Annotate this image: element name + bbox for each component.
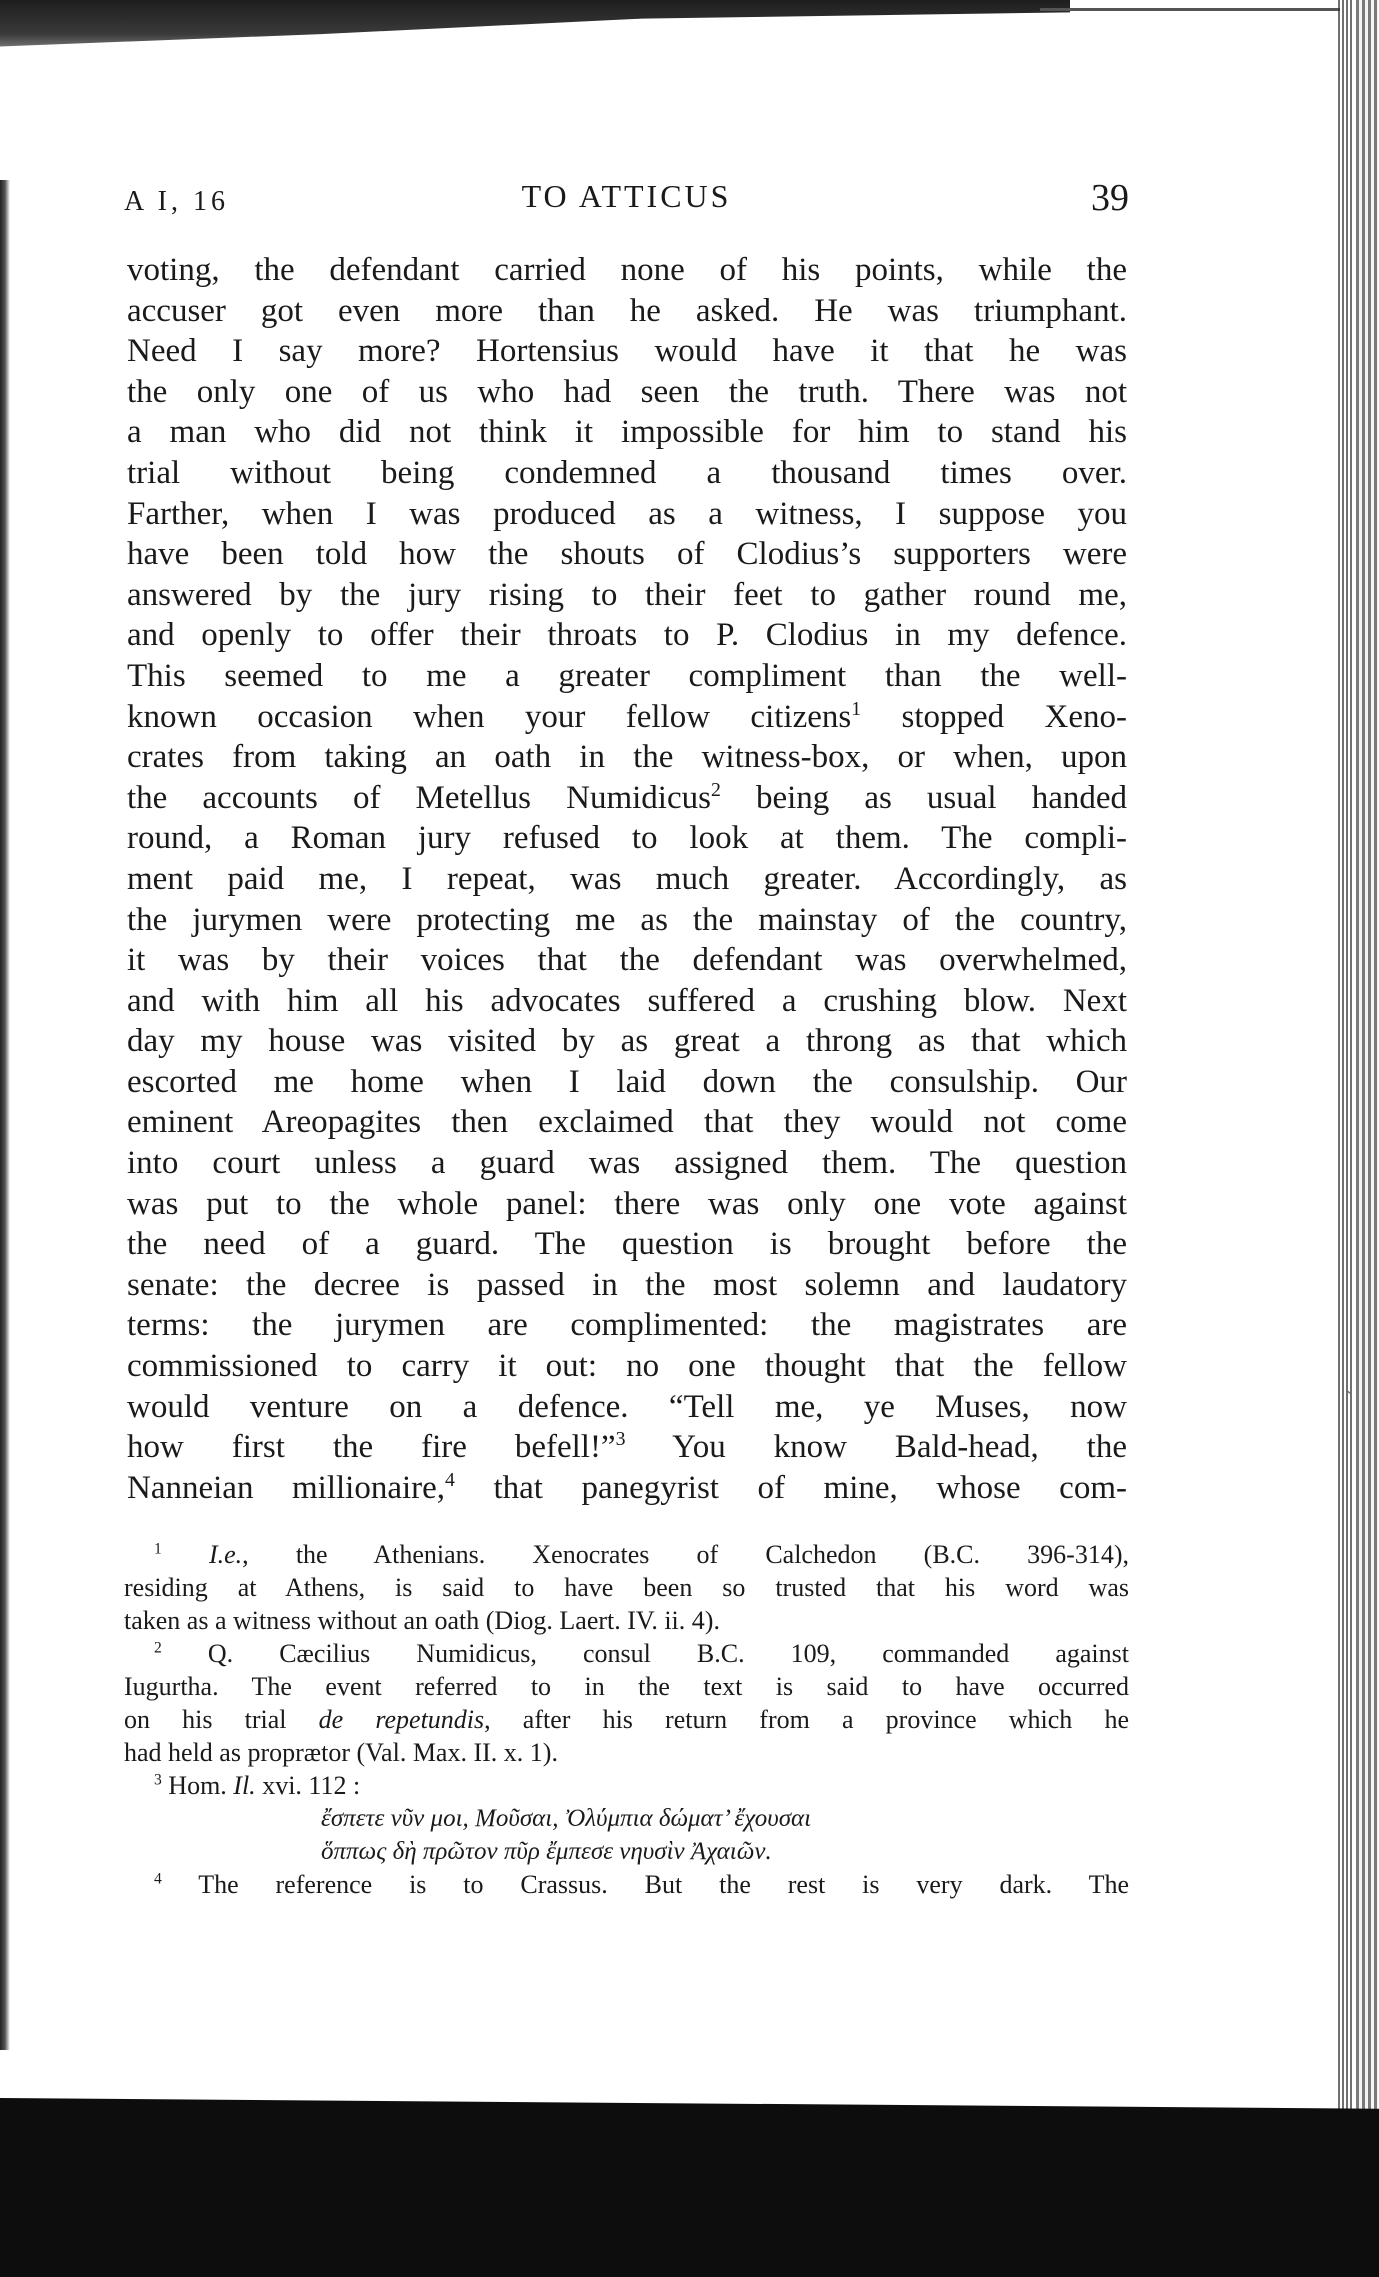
footnote-text: Q. Cæcilius Numidicus, consul B.C. 109, commanded against xyxy=(207,1639,1129,1668)
margin-mark: ˏ xyxy=(1346,1374,1352,1394)
text-line: accuser got even more than he asked. He was triumphant. xyxy=(127,292,1127,329)
footnote-text: , the Athenians. Xenocrates of Calchedon (B.C. 396-314), xyxy=(242,1540,1129,1569)
footnote-text: on his trial xyxy=(124,1705,319,1734)
footnote-text: The reference is to Crassus. But the rest is very dark. The xyxy=(198,1870,1130,1899)
page-title: TO ATTICUS xyxy=(521,178,732,214)
text-segment: known occasion when your fellow citizens xyxy=(127,698,852,735)
footnote-line: Iugurtha. The event referred to in the text is said to have occurred xyxy=(124,1672,1129,1701)
text-line: senate: the decree is passed in the most solemn and laudatory xyxy=(127,1266,1127,1303)
footnote-line: had held as proprætor (Val. Max. II. x. 1). xyxy=(124,1738,558,1767)
text-line: the need of a guard. The question is brought before the xyxy=(127,1226,1127,1263)
text-line: terms: the jurymen are complimented: the magistrates are xyxy=(127,1307,1127,1344)
footnote-2 xyxy=(124,1637,1129,1670)
greek-verse-line: ἔσπετε νῦν μοι, Μοῦσαι, Ὀλύμπια δώματ’ ἔχουσαι xyxy=(321,1805,812,1832)
footnote-text: xvi. 112 : xyxy=(255,1771,361,1800)
text-line: ment paid me, I repeat, was much greater. Accordingly, as xyxy=(127,860,1127,897)
section-reference: A I, 16 xyxy=(124,186,229,217)
scan-rule-top xyxy=(1040,8,1340,11)
text-line: would venture on a defence. “Tell me, ye Muses, now xyxy=(127,1388,1127,1425)
text-segment: that panegyrist of mine, whose com- xyxy=(454,1469,1127,1506)
scan-page-edges-outer xyxy=(1356,0,1378,2120)
footnote-3 xyxy=(124,1769,1129,1802)
footnote-4 xyxy=(124,1868,1129,1901)
text-line: the jurymen were protecting me as the mainstay of the country, xyxy=(127,901,1127,938)
footnote-line: residing at Athens, is said to have been so trusted that his word was xyxy=(124,1573,1129,1602)
footnote-text: , after his return from a province which he xyxy=(484,1705,1129,1734)
text-segment: Nanneian millionaire, xyxy=(127,1469,446,1506)
footnote-number: 4 xyxy=(154,1870,162,1888)
text-line xyxy=(127,1468,1127,1509)
text-line: day my house was visited by as great a throng as that which xyxy=(127,1023,1127,1060)
greek-verse-line: ὅππως δὴ πρῶτον πῦρ ἔμπεσε νηυσὶν Ἀχαιῶν. xyxy=(321,1838,772,1865)
text-line: escorted me home when I laid down the consulship. Our xyxy=(127,1063,1127,1100)
footnote-number: 3 xyxy=(154,1771,162,1789)
footnote-1 xyxy=(124,1538,1129,1571)
text-segment: You know Bald-head, the xyxy=(625,1429,1127,1466)
footnote-text: Hom. xyxy=(168,1771,234,1800)
text-line: eminent Areopagites then exclaimed that they would not come xyxy=(127,1104,1127,1141)
footnote-line: taken as a witness without an oath (Diog. Laert. IV. ii. 4). xyxy=(124,1606,720,1635)
page-number: 39 xyxy=(1091,177,1129,219)
scan-shadow-top xyxy=(0,0,1070,62)
footnote-italic: de repetundis xyxy=(318,1705,485,1734)
text-line: trial without being condemned a thousand times over. xyxy=(127,454,1127,491)
main-text xyxy=(127,250,1127,1508)
text-line: round, a Roman jury refused to look at them. The compli- xyxy=(127,820,1127,857)
footnote-ref-1: 1 xyxy=(851,697,862,720)
text-line: and with him all his advocates suffered a crushing blow. Next xyxy=(127,982,1127,1019)
text-line: Farther, when I was produced as a witness, I suppose you xyxy=(127,495,1127,532)
running-head xyxy=(124,178,1129,228)
footnote-number: 1 xyxy=(154,1540,162,1558)
text-line: into court unless a guard was assigned them. The question xyxy=(127,1145,1127,1182)
footnote-ref-2: 2 xyxy=(710,778,721,801)
footnote-ref-3: 3 xyxy=(615,1428,626,1451)
text-line: the only one of us who had seen the truth. There was not xyxy=(127,373,1127,410)
scan-binding-edge xyxy=(0,180,10,2050)
footnote-italic: Il. xyxy=(233,1771,256,1800)
text-segment: stopped Xeno- xyxy=(861,698,1127,735)
scan-page-edges xyxy=(1338,0,1352,2120)
text-line xyxy=(127,1427,1127,1468)
footnote-line xyxy=(124,1703,1129,1736)
text-line: was put to the whole panel: there was only one vote against xyxy=(127,1185,1127,1222)
footnote-number: 2 xyxy=(154,1639,162,1657)
text-line: commissioned to carry it out: no one thought that the fellow xyxy=(127,1348,1127,1385)
text-line xyxy=(127,778,1127,819)
footnote-abbr: I.e. xyxy=(208,1540,243,1569)
text-line: it was by their voices that the defendant was overwhelmed, xyxy=(127,942,1127,979)
text-line xyxy=(127,697,1127,738)
footnote-ref-4: 4 xyxy=(445,1468,455,1491)
text-line: voting, the defendant carried none of his points, while the xyxy=(127,252,1127,288)
text-segment: how first the fire befell!” xyxy=(127,1429,616,1466)
text-line: a man who did not think it impossible for him to stand his xyxy=(127,414,1127,451)
footnotes xyxy=(124,1538,1129,1901)
text-line: and openly to offer their throats to P. Clodius in my defence. xyxy=(127,617,1127,654)
scan-shadow-bottom xyxy=(0,2098,1379,2277)
text-line: crates from taking an oath in the witness-box, or when, upon xyxy=(127,739,1127,776)
text-line: answered by the jury rising to their feet to gather round me, xyxy=(127,576,1127,613)
text-segment: the accounts of Metellus Numidicus xyxy=(127,779,711,816)
text-line: have been told how the shouts of Clodius’s supporters were xyxy=(127,536,1127,573)
text-line: Need I say more? Hortensius would have it that he was xyxy=(127,333,1127,370)
text-line: This seemed to me a greater compliment than the well- xyxy=(127,657,1127,694)
text-segment: being as usual handed xyxy=(720,779,1127,816)
